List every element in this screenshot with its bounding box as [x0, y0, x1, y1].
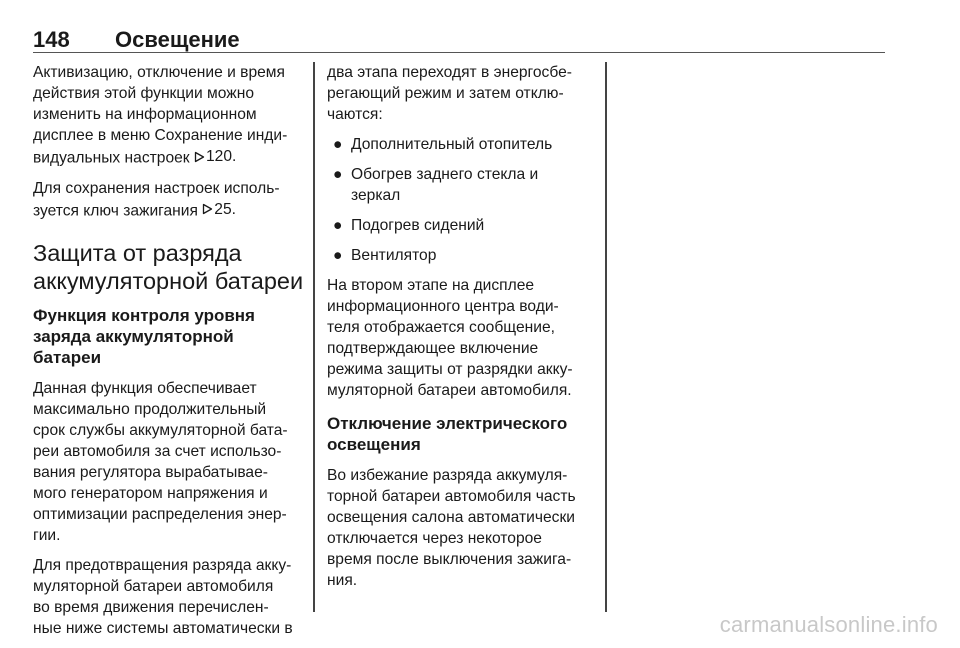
text-line: Данная функция обеспечивает: [33, 380, 257, 397]
text-line: реи автомобиля за счет использо-: [33, 443, 282, 460]
text-line: Для предотвращения разряда акку-: [33, 557, 292, 574]
bullet-icon: ●: [333, 247, 343, 264]
text-line: Подогрев сидений: [351, 217, 485, 234]
bullet-icon: ●: [333, 136, 343, 153]
column-divider-right: [605, 62, 607, 612]
text-fragment: зуется ключ зажигания: [33, 202, 198, 219]
text-line: Обогрев заднего стекла и: [351, 166, 539, 183]
text-line: время после выключения зажига-: [327, 551, 572, 568]
text-line: муляторной батареи автомобиля.: [327, 382, 572, 399]
list-item: [327, 164, 597, 206]
heading-line: заряда аккумуляторной: [33, 327, 234, 346]
text-line: теля отображается сообщение,: [327, 319, 555, 336]
text-line: Дополнительный отопитель: [351, 136, 553, 153]
paragraph-settings-info: [33, 62, 303, 169]
text-line: дисплее в меню Сохранение инди-: [33, 127, 288, 144]
page-title: Освещение: [115, 27, 240, 52]
text-line: подтверждающее включение: [327, 340, 539, 357]
text-fragment: видуальных настроек: [33, 149, 190, 167]
list-item: [327, 134, 597, 155]
text-line: Активизацию, отключение и время: [33, 64, 285, 81]
heading-line: освещения: [327, 435, 421, 454]
subsection-heading: [327, 413, 597, 455]
text-line: во время движения перечислен-: [33, 599, 269, 616]
text-line: ния.: [327, 572, 358, 589]
text-line: зеркал: [351, 187, 401, 204]
text-line: На втором этапе на дисплее: [327, 277, 535, 294]
text-line: муляторной батареи автомобиля: [33, 578, 274, 595]
page-number: 148: [33, 27, 70, 52]
text-line: действия этой функции можно: [33, 85, 254, 102]
text-line: чаются:: [327, 106, 383, 123]
text-line: торной батареи автомобиля часть: [327, 488, 576, 505]
page-reference-icon: [202, 203, 213, 215]
heading-line: аккумуляторной батареи: [33, 268, 304, 294]
paragraph-second-stage: [327, 275, 597, 401]
text-line: вания регулятора вырабатывае-: [33, 464, 268, 481]
paragraph-discharge-prevention: [33, 555, 303, 639]
page-header: [33, 27, 885, 55]
bullet-icon: ●: [333, 166, 343, 183]
text-line: срок службы аккумуляторной бата-: [33, 422, 288, 439]
list-item: [327, 245, 597, 266]
page-reference-link[interactable]: [202, 199, 236, 220]
text-line: отключается через некоторое: [327, 530, 542, 547]
text-line: максимально продолжительный: [33, 401, 267, 418]
text-line: изменить на информационном: [33, 106, 257, 123]
section-heading: [33, 239, 303, 295]
column-left: [33, 62, 303, 648]
column-right: [327, 62, 597, 600]
paragraph-function-description: [33, 378, 303, 546]
heading-line: Функция контроля уровня: [33, 306, 255, 325]
text-line: регающий режим и затем отклю-: [327, 85, 564, 102]
page-reference-icon: [194, 151, 205, 163]
text-line: гии.: [33, 527, 61, 544]
heading-line: Отключение электрического: [327, 414, 568, 433]
text-line-with-ref: [33, 199, 303, 222]
subsection-heading: [33, 305, 303, 368]
text-line: Во избежание разряда аккумуля-: [327, 467, 568, 484]
text-line: информационного центра води-: [327, 298, 559, 315]
text-line: освещения салона автоматически: [327, 509, 575, 526]
paragraph-two-stages: [327, 62, 597, 125]
text-line: Для сохранения настроек исполь-: [33, 179, 280, 197]
paragraph-lighting-shutoff: [327, 465, 597, 591]
text-line: два этапа переходят в энергосбе-: [327, 64, 572, 81]
column-divider-left: [313, 62, 315, 612]
page-reference-number: 25.: [214, 200, 236, 218]
list-item: [327, 215, 597, 236]
page-reference-link[interactable]: [194, 146, 236, 167]
text-line: мого генератором напряжения и: [33, 485, 268, 502]
header-rule: [33, 52, 885, 53]
paragraph-ignition-key: [33, 178, 303, 222]
text-line: ные ниже системы автоматически в: [33, 620, 293, 637]
text-line: Вентилятор: [351, 247, 437, 264]
bullet-icon: ●: [333, 217, 343, 234]
text-line: оптимизации распределения энер-: [33, 506, 287, 523]
systems-list: [327, 134, 597, 266]
page-reference-number: 120.: [205, 148, 237, 165]
text-line-with-ref: [33, 146, 303, 169]
text-line: режима защиты от разрядки акку-: [327, 361, 573, 378]
heading-line: батареи: [33, 348, 102, 367]
watermark: carmanualsonline.info: [719, 612, 938, 637]
heading-line: Защита от разряда: [33, 240, 242, 266]
